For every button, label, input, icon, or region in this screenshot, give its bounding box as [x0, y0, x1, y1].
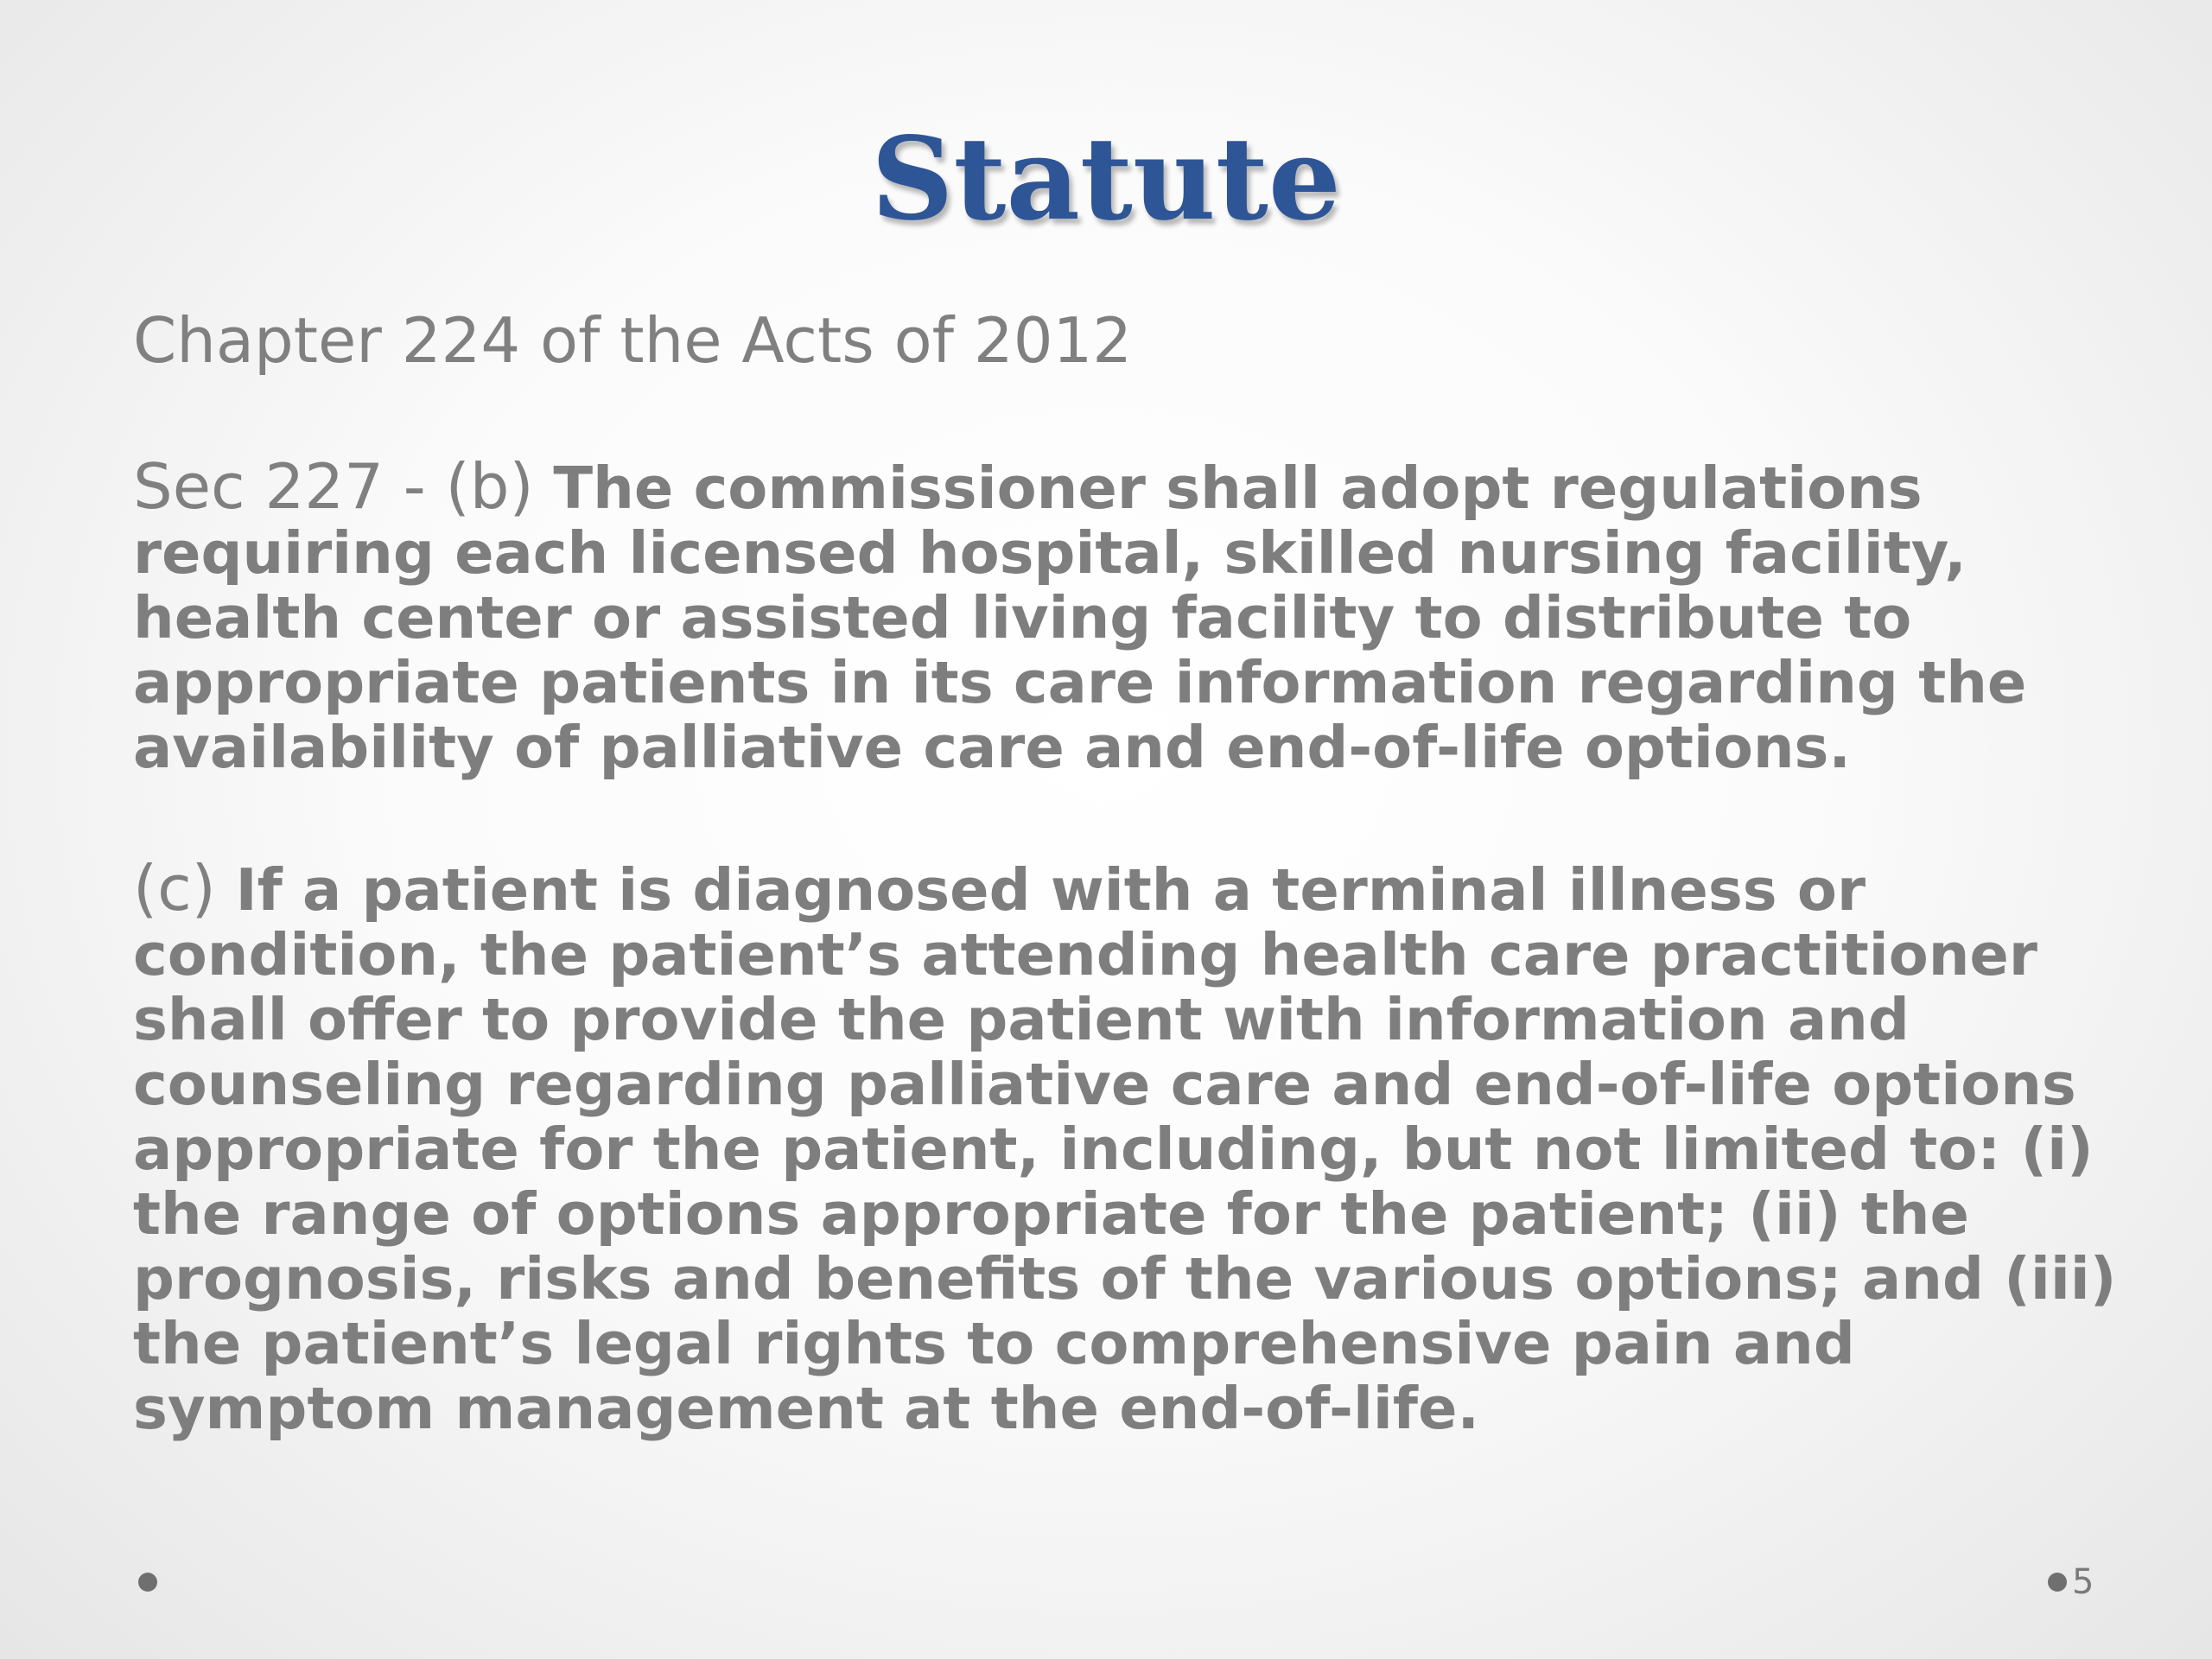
page-number: 5 [2072, 1562, 2094, 1602]
section-b [133, 450, 2120, 781]
slide-subtitle: Chapter 224 of the Acts of 2012 [133, 304, 1133, 377]
footer-dot-right-icon [2048, 1573, 2067, 1592]
section-c-lead: (c) [133, 852, 236, 925]
footer-dot-left-icon [138, 1573, 157, 1592]
slide-content [133, 302, 2120, 1517]
section-c [133, 852, 2120, 1442]
section-b-lead: Sec 227 - (b) [133, 450, 554, 523]
slide-title: Statute [871, 112, 1341, 246]
section-b-body: The commissioner shall adopt regulations requiring each licensed hospital, skilled nursing facility, health center or assisted living facility to distribute to appropriate patients in its care information regarding the availability of palliative care and end-of-life options. [133, 454, 2027, 781]
section-c-body: If a patient is diagnosed with a terminal illness or condition, the patient’s attending health care practitioner shall offer to provide the patient with information and counseling regarding palliative care and end-of-life options appropriate for the patient, including, but not limited to: (i) the range of options appropriate for the patient; (ii) the prognosis, risks and benefits of the various options; and (iii) the patient’s legal rights to comprehensive pain and symptom management at the end-of-life. [133, 856, 2117, 1442]
